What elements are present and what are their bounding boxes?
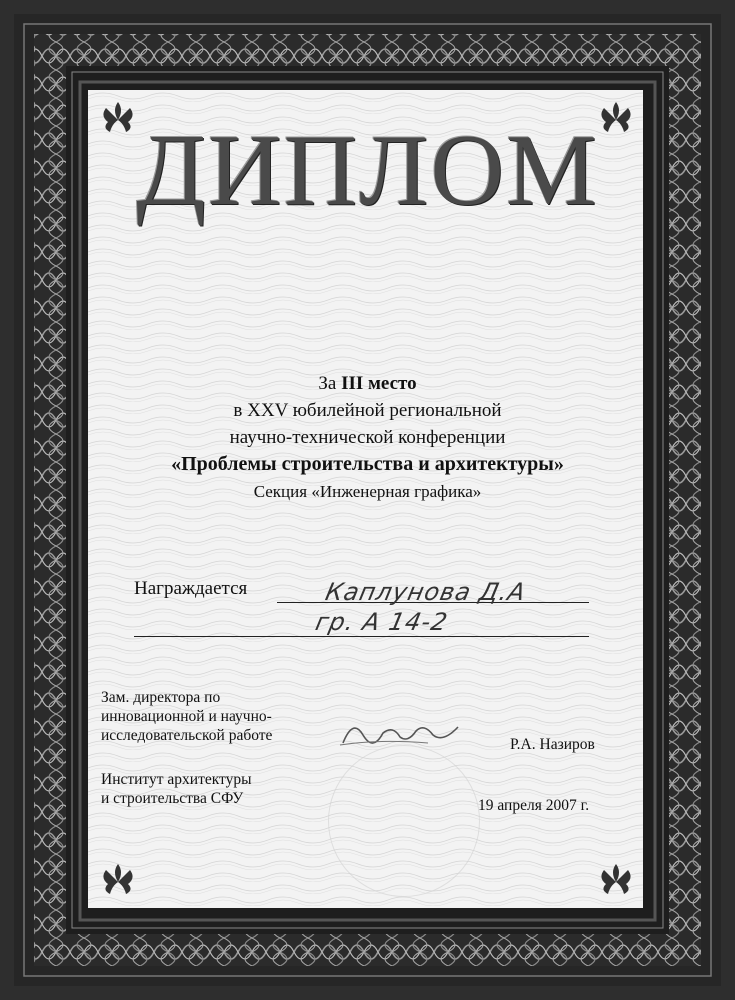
institute-name xyxy=(101,770,252,808)
place-value: III место xyxy=(341,373,417,394)
signatory-name: Р.А. Назиров xyxy=(510,736,595,753)
faded-seal xyxy=(328,745,480,897)
position-line: Зам. директора по xyxy=(101,689,221,706)
conference-line-2: научно-технической конференции xyxy=(229,427,506,448)
signatory-position xyxy=(101,688,272,745)
leaf-ornament-icon xyxy=(98,862,138,902)
position-line: исследовательской работе xyxy=(101,727,273,744)
diploma-title: ДИПЛОМ xyxy=(136,114,599,227)
section-line: Секция «Инженерная графика» xyxy=(253,482,482,501)
issue-date: 19 апреля 2007 г. xyxy=(478,797,590,814)
conference-line-1: в XXV юбилейной региональной xyxy=(233,400,502,421)
awardee-name-handwritten: Каплунова Д.А xyxy=(323,578,529,606)
awardee-label: Награждается xyxy=(134,578,248,599)
institute-line: и строительства СФУ xyxy=(101,790,244,807)
signature-mark xyxy=(338,713,468,753)
awardee-group-handwritten: гр. А 14-2 xyxy=(313,608,451,636)
conference-title: «Проблемы строительства и архитектуры» xyxy=(171,453,564,475)
place-prefix: За xyxy=(318,373,342,394)
award-description xyxy=(0,370,735,505)
group-underline xyxy=(134,636,589,637)
institute-line: Институт архитектуры xyxy=(101,771,252,788)
leaf-ornament-icon xyxy=(596,862,636,902)
place-line xyxy=(0,370,735,397)
position-line: инновационной и научно- xyxy=(101,708,272,725)
